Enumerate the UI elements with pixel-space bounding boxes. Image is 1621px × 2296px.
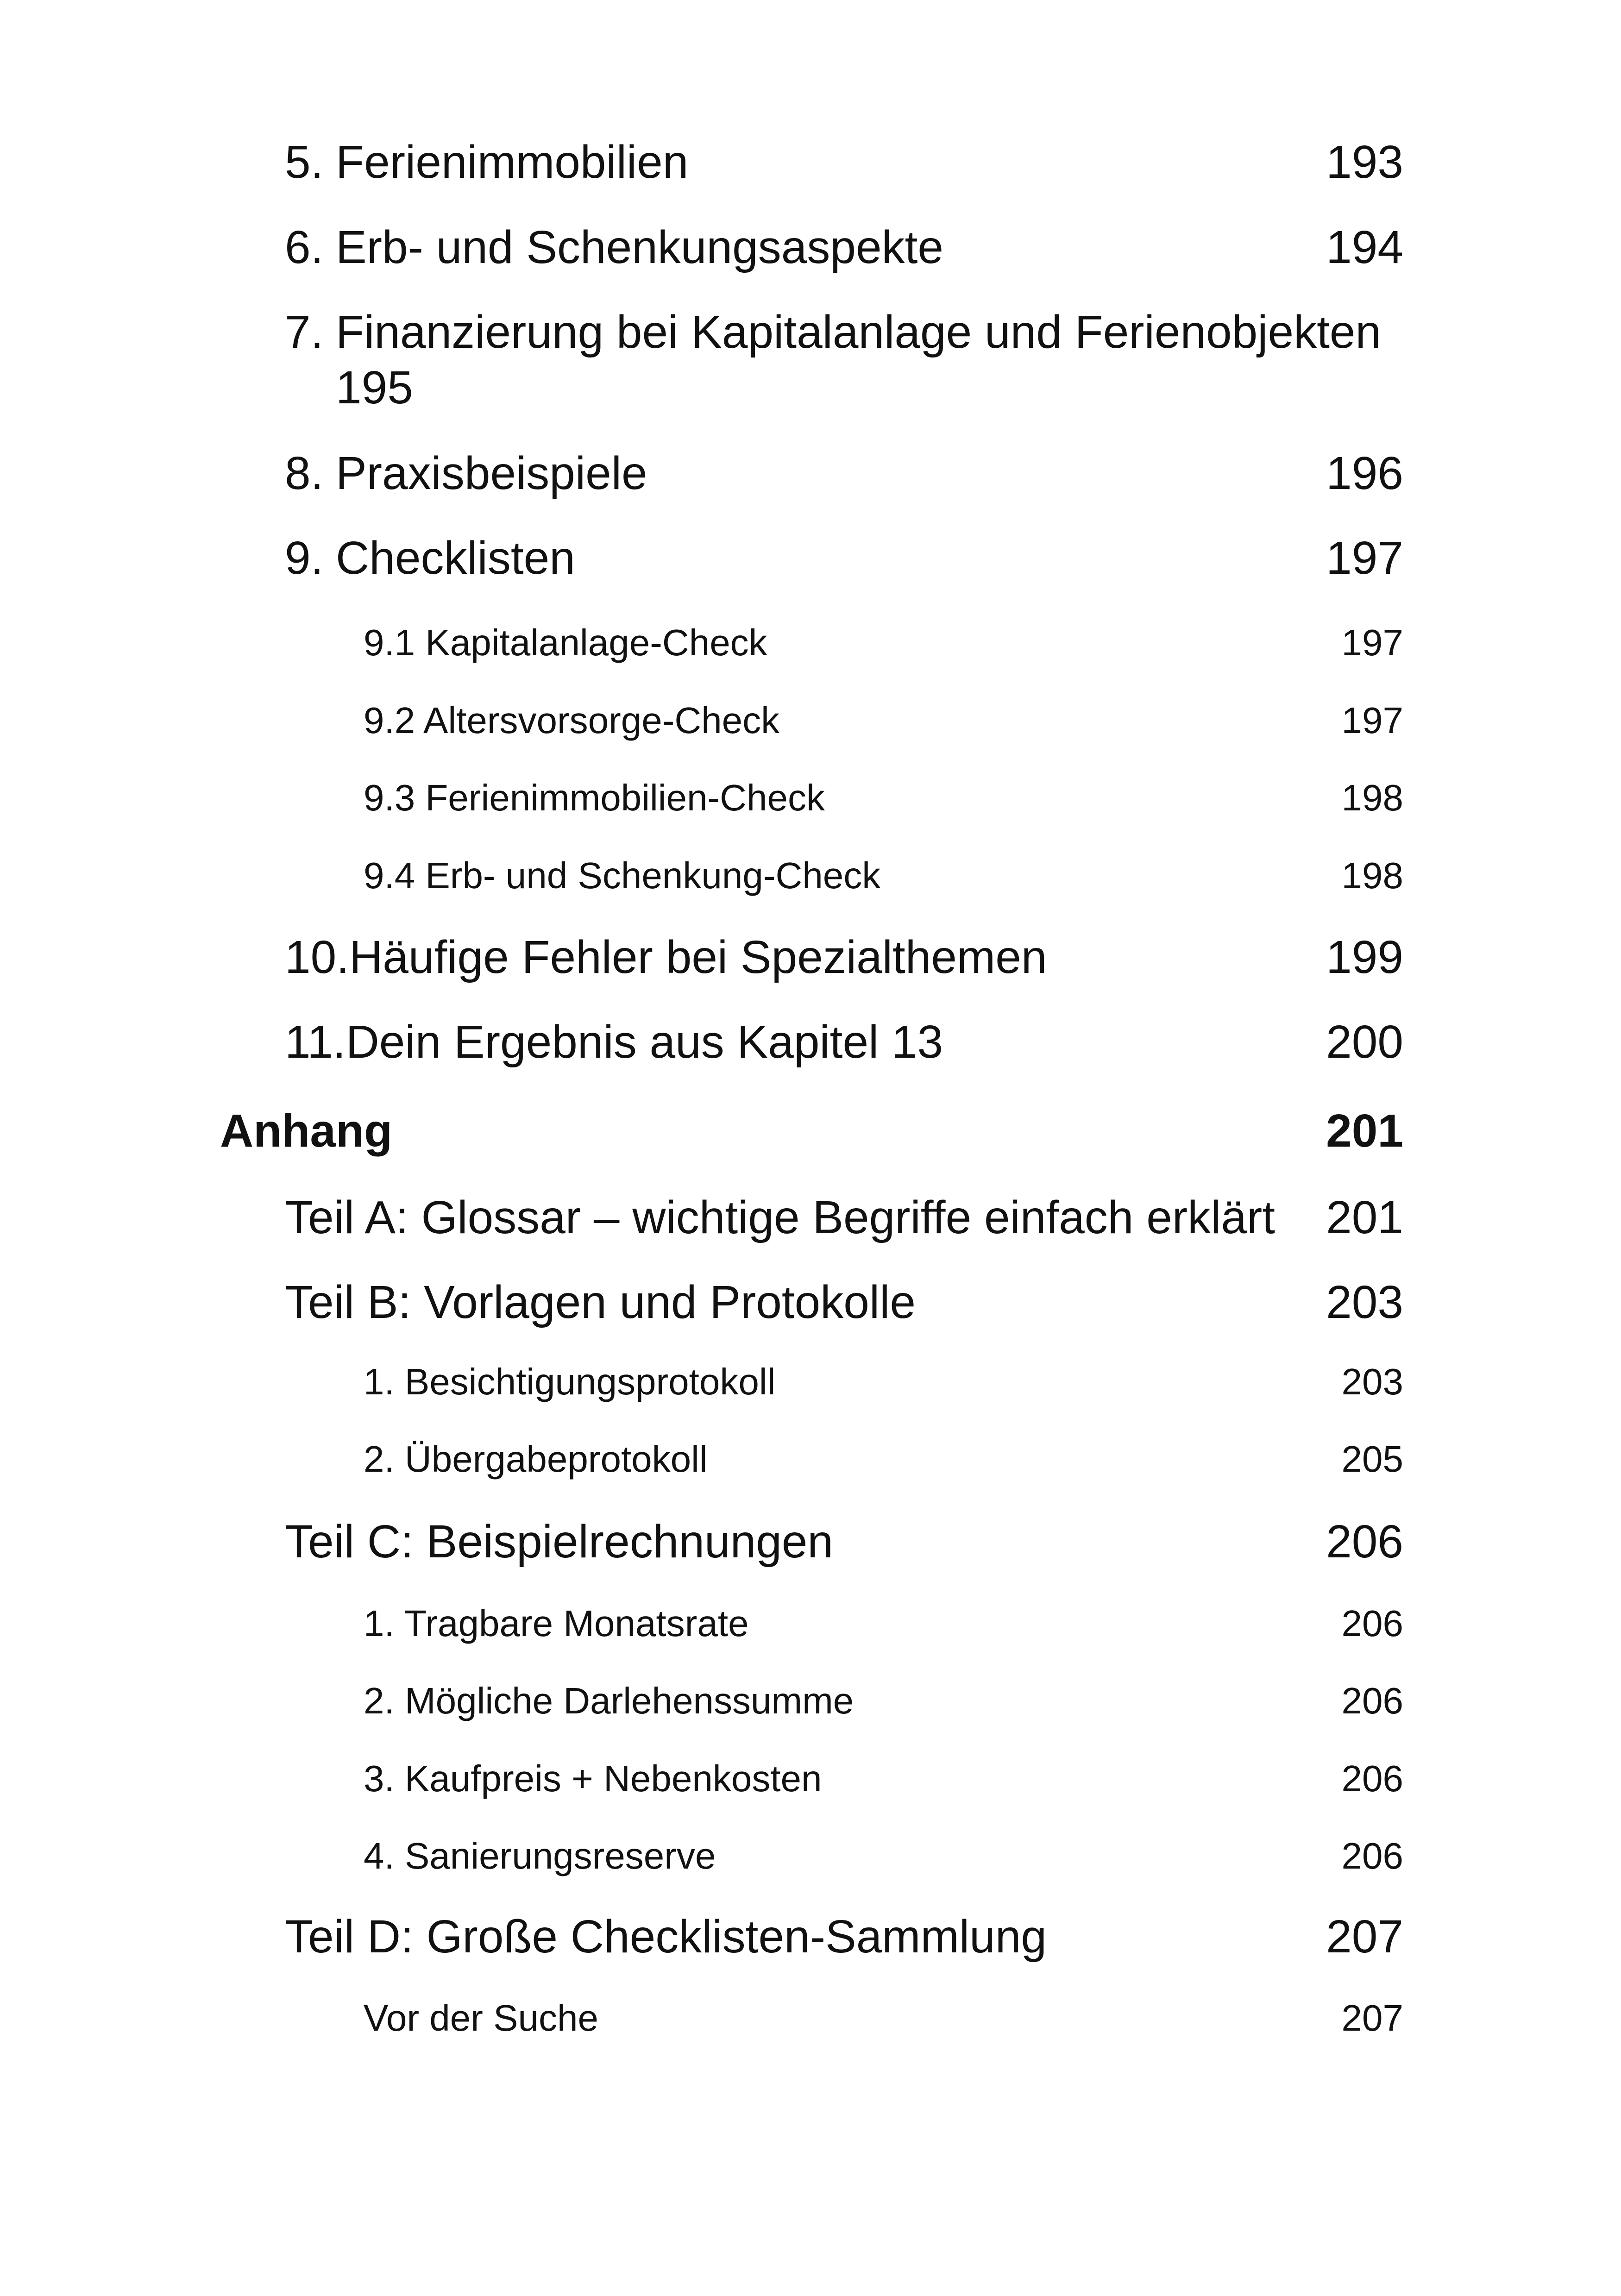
toc-subentry bbox=[364, 1757, 1403, 1804]
toc-entry-page: 196 bbox=[1326, 447, 1403, 499]
toc-entry-page: 200 bbox=[1326, 1016, 1403, 1068]
toc-entry-page: 195 bbox=[336, 362, 413, 414]
toc-entry-number: 9. bbox=[285, 532, 324, 584]
toc-entry-page: 206 bbox=[1326, 1516, 1403, 1568]
toc-entry-page: 206 bbox=[1341, 1603, 1403, 1644]
toc-entry-title: Teil C: Beispielrechnungen bbox=[285, 1516, 834, 1568]
toc-entry-title: Finanzierung bei Kapitalanlage und Ferienobjekten bbox=[336, 306, 1382, 358]
toc-entry bbox=[285, 1515, 1403, 1571]
toc-entry-title: Erb- und Schenkungsaspekte bbox=[336, 221, 943, 273]
toc-entry-page: 205 bbox=[1341, 1438, 1403, 1480]
toc-entry-number: 5. bbox=[285, 136, 324, 188]
toc-subentry bbox=[364, 1997, 1403, 2043]
toc-entry bbox=[285, 447, 1403, 502]
toc-entry-title: 3. Kaufpreis + Nebenkosten bbox=[364, 1758, 822, 1799]
toc-entry-title: 1. Besichtigungsprotokoll bbox=[364, 1361, 776, 1402]
toc-entry-title: Vor der Suche bbox=[364, 1997, 598, 2039]
toc-entry-page: 193 bbox=[1326, 136, 1403, 188]
toc-subentry bbox=[364, 1438, 1403, 1484]
toc-entry-title: Checklisten bbox=[336, 532, 575, 584]
toc-entry-page: 203 bbox=[1326, 1276, 1403, 1328]
toc-entry bbox=[285, 1191, 1403, 1247]
toc-chapter-entry bbox=[220, 1104, 1403, 1160]
toc-entry-title: 10.Häufige Fehler bei Spezialthemen bbox=[285, 931, 1047, 983]
toc-entry bbox=[285, 221, 1403, 276]
toc-entry bbox=[285, 931, 1403, 986]
toc-subentry bbox=[364, 1361, 1403, 1407]
toc-entry-page: 207 bbox=[1326, 1911, 1403, 1963]
toc-entry-page: 194 bbox=[1326, 221, 1403, 273]
toc-entry bbox=[285, 532, 1403, 587]
toc-entry-title: 9.2 Altersvorsorge-Check bbox=[364, 700, 780, 741]
toc-subentry bbox=[364, 621, 1403, 668]
toc-entry-page: 197 bbox=[1341, 622, 1403, 663]
toc-entry-title: 2. Übergabeprotokoll bbox=[364, 1438, 708, 1480]
toc-entry-page: 198 bbox=[1341, 855, 1403, 896]
toc-subentry bbox=[364, 1680, 1403, 1726]
toc-entry-number: 7. bbox=[285, 306, 324, 358]
toc-entry-number: 8. bbox=[285, 447, 324, 499]
toc-entry-number: 6. bbox=[285, 221, 324, 273]
toc-entry-page: 206 bbox=[1341, 1758, 1403, 1799]
toc-entry-title: Teil D: Große Checklisten-Sammlung bbox=[285, 1911, 1047, 1963]
toc-chapter-title: Anhang bbox=[220, 1105, 393, 1157]
toc-subentry bbox=[364, 777, 1403, 823]
toc-entry bbox=[285, 1016, 1403, 1071]
toc-entry-title: Teil B: Vorlagen und Protokolle bbox=[285, 1276, 916, 1328]
toc-subentry bbox=[364, 854, 1403, 901]
toc-entry-page: 201 bbox=[1326, 1192, 1403, 1243]
toc-subentry bbox=[364, 1602, 1403, 1649]
toc-entry-title: Praxisbeispiele bbox=[336, 447, 647, 499]
toc-entry bbox=[285, 136, 1403, 191]
toc-entry-page: 203 bbox=[1341, 1361, 1403, 1402]
toc-chapter-page: 201 bbox=[1326, 1105, 1403, 1157]
toc-entry-title: 9.3 Ferienimmobilien-Check bbox=[364, 777, 825, 818]
toc-subentry bbox=[364, 1835, 1403, 1881]
toc-entry-title: Teil A: Glossar – wichtige Begriffe einfach erklärt bbox=[285, 1192, 1275, 1243]
toc-entry bbox=[285, 1276, 1403, 1331]
toc-entry-page: 197 bbox=[1326, 532, 1403, 584]
toc-entry-page: 198 bbox=[1341, 777, 1403, 818]
toc-entry-title: 2. Mögliche Darlehenssumme bbox=[364, 1680, 854, 1721]
toc-entry-page: 206 bbox=[1341, 1680, 1403, 1721]
toc-entry-page: 206 bbox=[1341, 1835, 1403, 1876]
toc-entry-title: Ferienimmobilien bbox=[336, 136, 689, 188]
toc-entry-title: 4. Sanierungsreserve bbox=[364, 1835, 716, 1876]
toc-entry-title: 9.1 Kapitalanlage-Check bbox=[364, 622, 767, 663]
toc-entry-page: 197 bbox=[1341, 700, 1403, 741]
toc-entry-page: 207 bbox=[1341, 1997, 1403, 2039]
toc-entry-title: 1. Tragbare Monatsrate bbox=[364, 1603, 749, 1644]
toc-entry-page: 199 bbox=[1326, 931, 1403, 983]
toc-entry bbox=[285, 1910, 1403, 1966]
toc-entry-title: 11.Dein Ergebnis aus Kapitel 13 bbox=[285, 1016, 943, 1068]
toc-subentry bbox=[364, 699, 1403, 746]
toc-entry-title: 9.4 Erb- und Schenkung-Check bbox=[364, 855, 881, 896]
toc-entry bbox=[285, 306, 1403, 417]
